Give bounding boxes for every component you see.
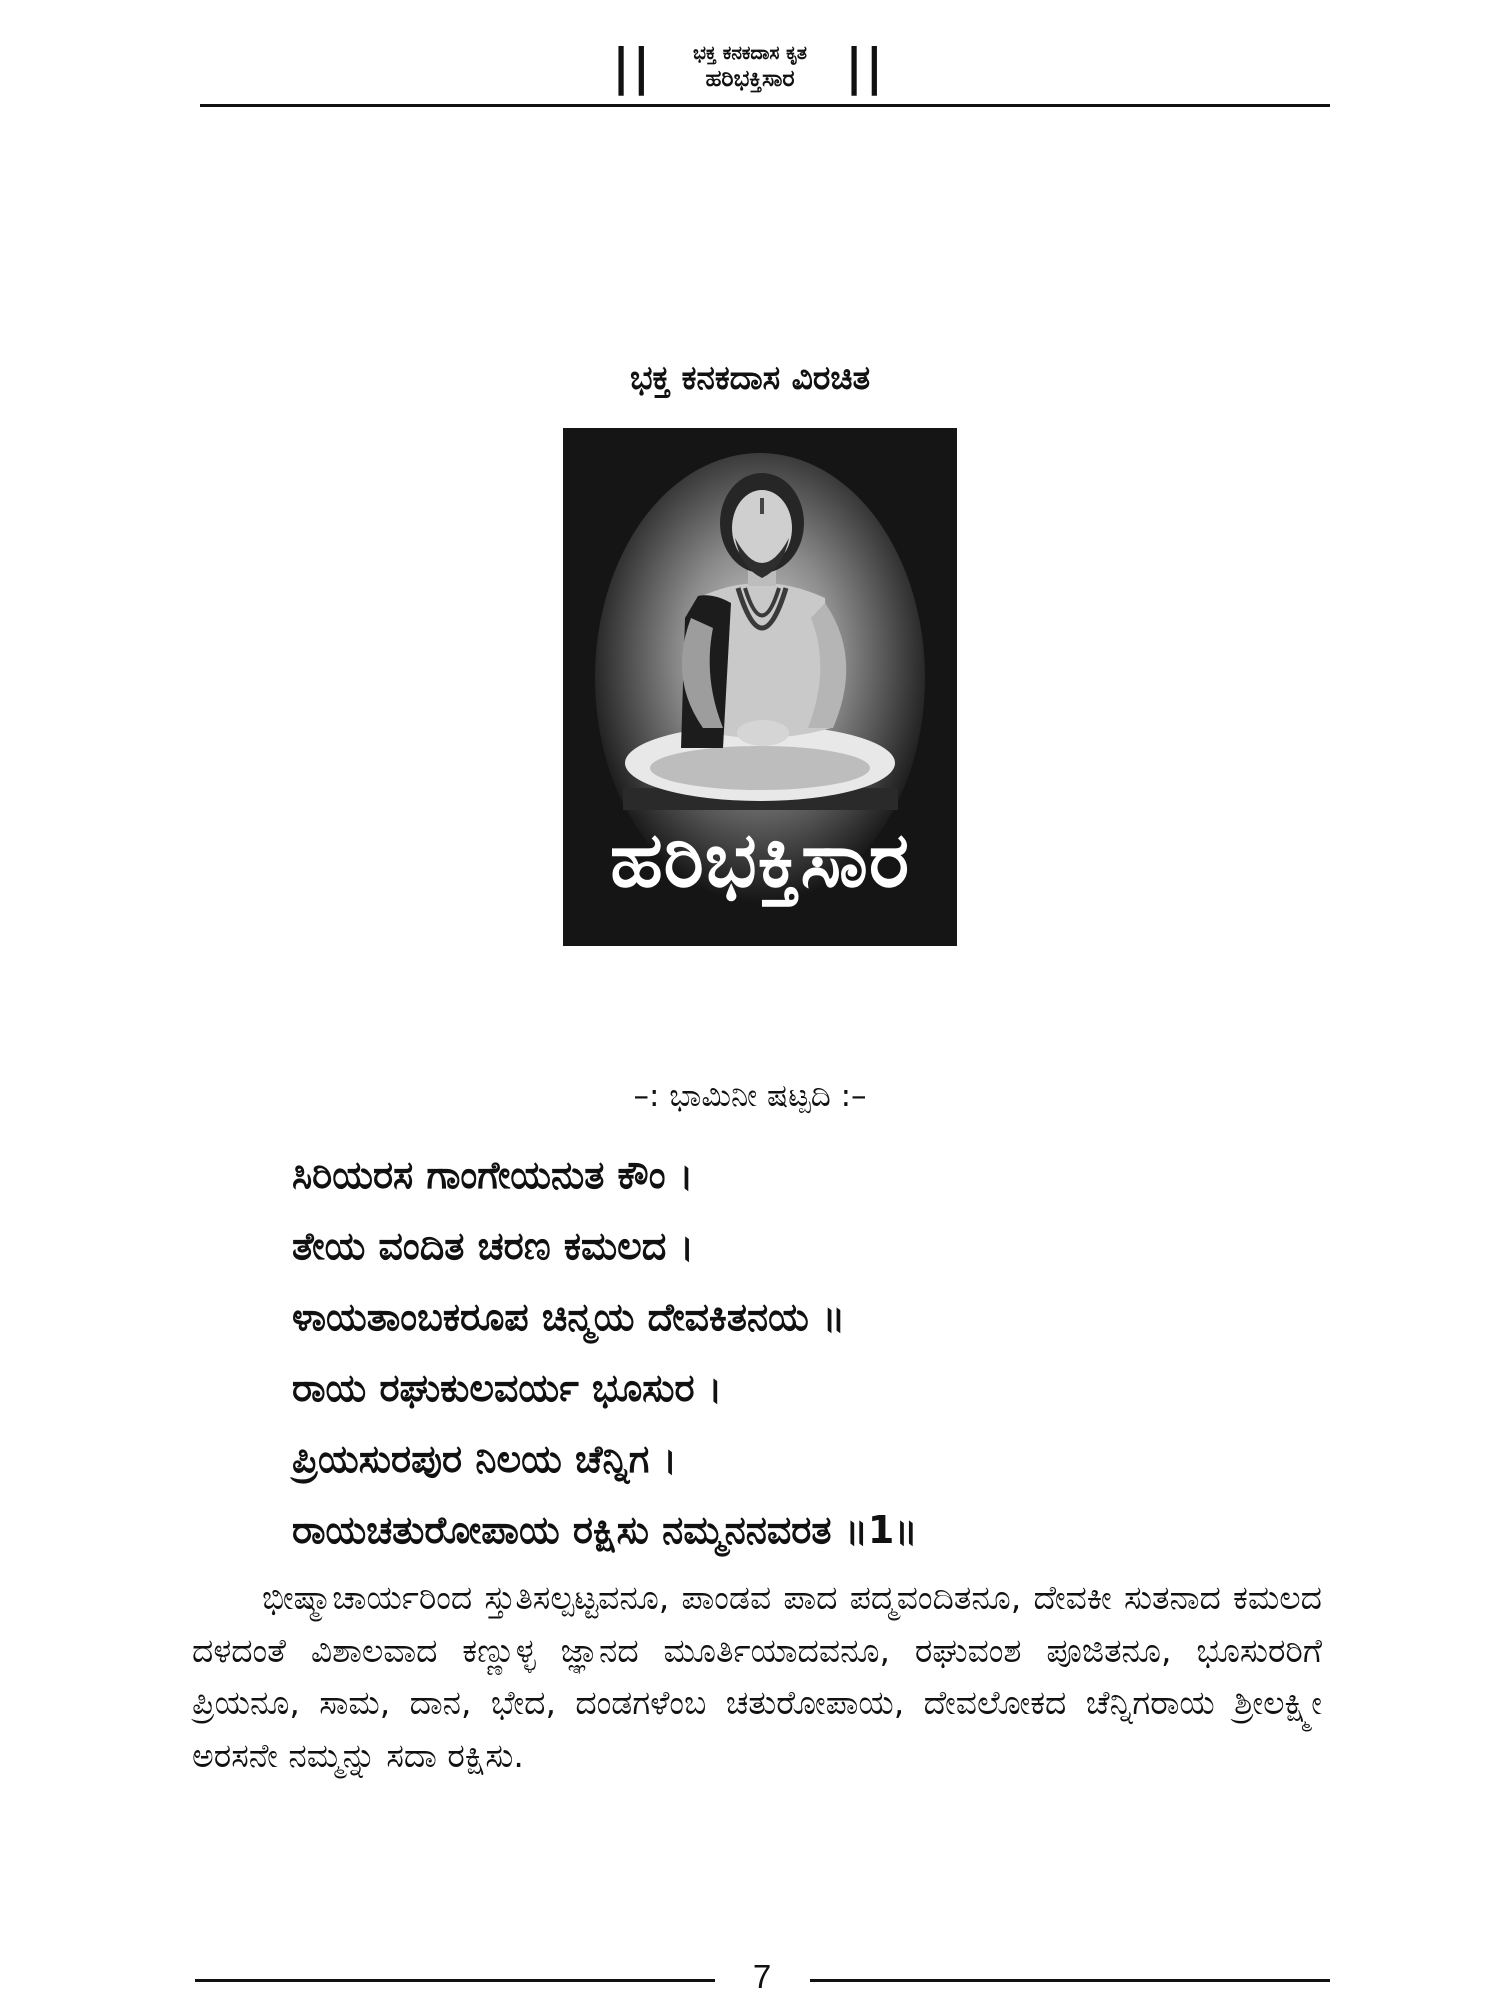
meter-heading: –: ಭಾಮಿನೀ ಷಟ್ಪದಿ :– xyxy=(633,1078,867,1114)
running-header-line1: ಭಕ್ತ ಕನಕದಾಸ ಕೃತ xyxy=(693,42,807,64)
running-header-line2: ಹರಿಭಕ್ತಿಸಾರ xyxy=(705,66,795,92)
verse-line: ತೇಯ ವಂದಿತ ಚರಣ ಕಮಲದ । xyxy=(292,1224,694,1268)
subtitle: ಭಕ್ತ ಕನಕದಾಸ ವಿರಚಿತ xyxy=(629,358,871,397)
cover-image xyxy=(563,428,957,946)
header-rule xyxy=(200,104,1330,107)
footer-rule-left xyxy=(195,1979,715,1982)
verse-block xyxy=(292,1140,918,1566)
page-number: 7 xyxy=(752,1958,772,1995)
prose-paragraph: ಭೀಷ್ಮಾಚಾರ್ಯರಿಂದ ಸ್ತುತಿಸಲ್ಪಟ್ಟವನೂ, ಪಾಂಡವ ಪಾದ ಪದ್ಮವಂದಿತನೂ, ದೇವಕೀ ಸುತನಾದ ಕಮಲದ ದಳದಂತೆ ವಿಶಾಲವಾದ ಕಣ್ಣುಳ್ಳ ಜ್ಞಾನದ ಮೂರ್ತಿಯಾದವನೂ, ರಘುವಂಶ ಪೂಜಿತನೂ, ಭೂಸುರರಿಗೆ ಪ್ರಿಯನೂ, ಸಾಮ, ದಾನ, ಭೇದ, ದಂಡಗಳೆಂಬ ಚತುರೋಪಾಯ, ದೇವಲೋಕದ ಚೆನ್ನಿಗರಾಯ ಶ್ರೀಲಕ್ಷ್ಮೀ ಅರಸನೇ ನಮ್ಮನ್ನು ಸದಾ ರಕ್ಷಿಸು. xyxy=(192,1578,1322,1775)
verse-line: ರಾಯ ರಘುಕುಲವರ್ಯ ಭೂಸುರ । xyxy=(292,1366,723,1410)
verse-line: ಪ್ರಿಯಸುರಪುರ ನಿಲಯ ಚೆನ್ನಿಗ । xyxy=(292,1437,677,1481)
verse-line: ರಾಯಚತುರೋಪಾಯ ರಕ್ಷಿಸು ನಮ್ಮನನವರತ ॥1॥ xyxy=(292,1508,918,1552)
header-bars-left: || xyxy=(612,37,653,96)
verse-line: ಳಾಯತಾಂಬಕರೂಪ ಚಿನ್ಮಯ ದೇವಕಿತನಯ ॥ xyxy=(292,1295,846,1339)
cover-title: ಹರಿಭಕ್ತಿಸಾರ xyxy=(609,815,911,904)
footer-rule-right xyxy=(810,1979,1330,1982)
verse-line: ಸಿರಿಯರಸ ಗಾಂಗೇಯನುತ ಕೌಂ । xyxy=(292,1153,694,1197)
header-bars-right: || xyxy=(845,37,886,96)
